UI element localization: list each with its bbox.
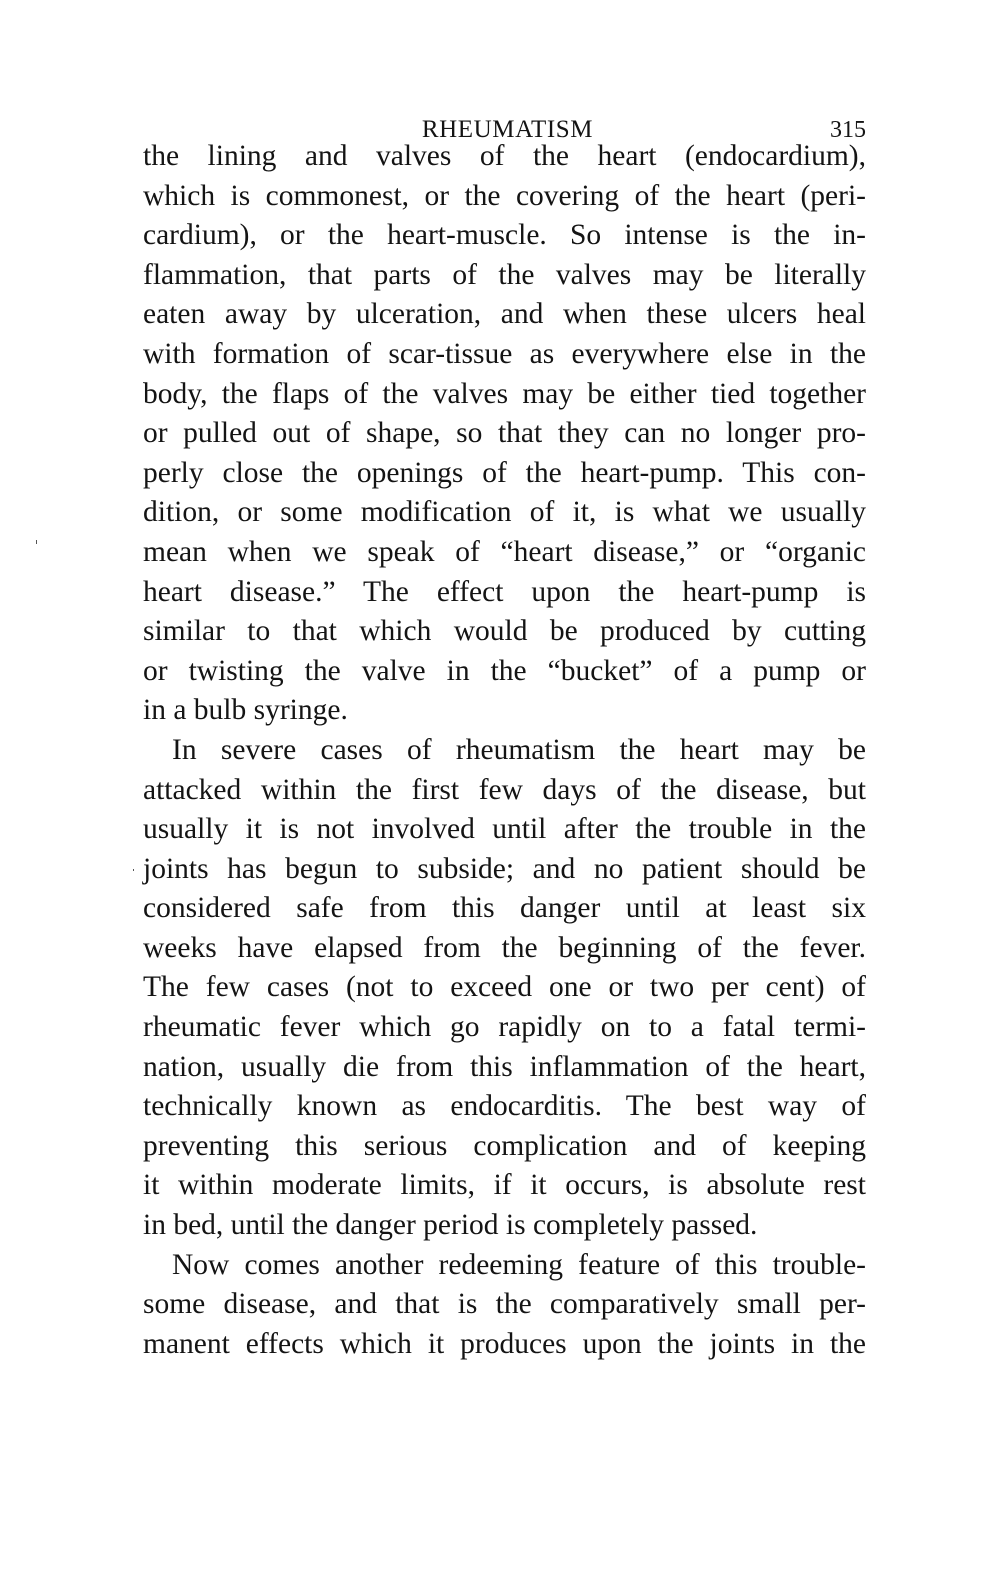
text-line: manent effects which it produces upon the joints in the <box>143 1327 866 1360</box>
text-line: or twisting the valve in the “bucket” of a pump or <box>143 654 866 687</box>
scan-speck <box>133 869 134 871</box>
text-line: weeks have elapsed from the beginning of the fever. <box>143 931 866 964</box>
text-line: dition, or some modification of it, is what we usually <box>143 496 866 529</box>
text-line: The few cases (not to exceed one or two per cent) of <box>143 971 866 1004</box>
paragraph-2 <box>143 731 866 1246</box>
text-line: rheumatic fever which go rapidly on to a fatal termi- <box>143 1011 866 1044</box>
body-text <box>143 137 866 1364</box>
scan-speck <box>36 540 37 544</box>
text-line: nation, usually die from this inflammation of the heart, <box>143 1050 866 1083</box>
text-line: mean when we speak of “heart disease,” or “organic <box>143 535 866 568</box>
text-line: it within moderate limits, if it occurs, is absolute rest <box>143 1169 866 1202</box>
paragraph-1 <box>143 137 866 731</box>
text-line: considered safe from this danger until at least six <box>143 892 866 925</box>
text-line: attacked within the first few days of the disease, but <box>143 773 866 806</box>
text-line: similar to that which would be produced by cutting <box>143 615 866 648</box>
text-line: with formation of scar-tissue as everywhere else in the <box>143 337 866 370</box>
text-line: joints has begun to subside; and no patient should be <box>143 852 866 885</box>
page-number: 315 <box>830 117 866 143</box>
text-line: In severe cases of rheumatism the heart may be <box>172 733 866 766</box>
text-line: the lining and valves of the heart (endocardium), <box>143 140 866 172</box>
text-line: usually it is not involved until after the trouble in the <box>143 813 866 846</box>
text-line: in a bulb syringe. <box>143 694 348 727</box>
text-line: some disease, and that is the comparatively small per- <box>143 1288 866 1321</box>
text-line: body, the flaps of the valves may be either tied together <box>143 377 866 410</box>
text-line: Now comes another redeeming feature of this trouble- <box>172 1248 866 1281</box>
text-line: preventing this serious complication and of keeping <box>143 1129 866 1162</box>
text-line: or pulled out of shape, so that they can no longer pro- <box>143 417 866 450</box>
text-line: technically known as endocarditis. The best way of <box>143 1090 866 1123</box>
text-line: flammation, that parts of the valves may be literally <box>143 258 866 291</box>
text-line: in bed, until the danger period is completely passed. <box>143 1209 758 1242</box>
text-line: eaten away by ulceration, and when these ulcers heal <box>143 298 866 331</box>
paragraph-3 <box>143 1246 866 1365</box>
running-title: RHEUMATISM <box>421 116 594 143</box>
text-line: which is commonest, or the covering of the heart (peri- <box>143 179 866 212</box>
text-line: perly close the openings of the heart-pump. This con- <box>143 456 866 489</box>
text-line: heart disease.” The effect upon the heart-pump is <box>143 575 866 608</box>
text-line: cardium), or the heart-muscle. So intense is the in- <box>143 219 866 252</box>
